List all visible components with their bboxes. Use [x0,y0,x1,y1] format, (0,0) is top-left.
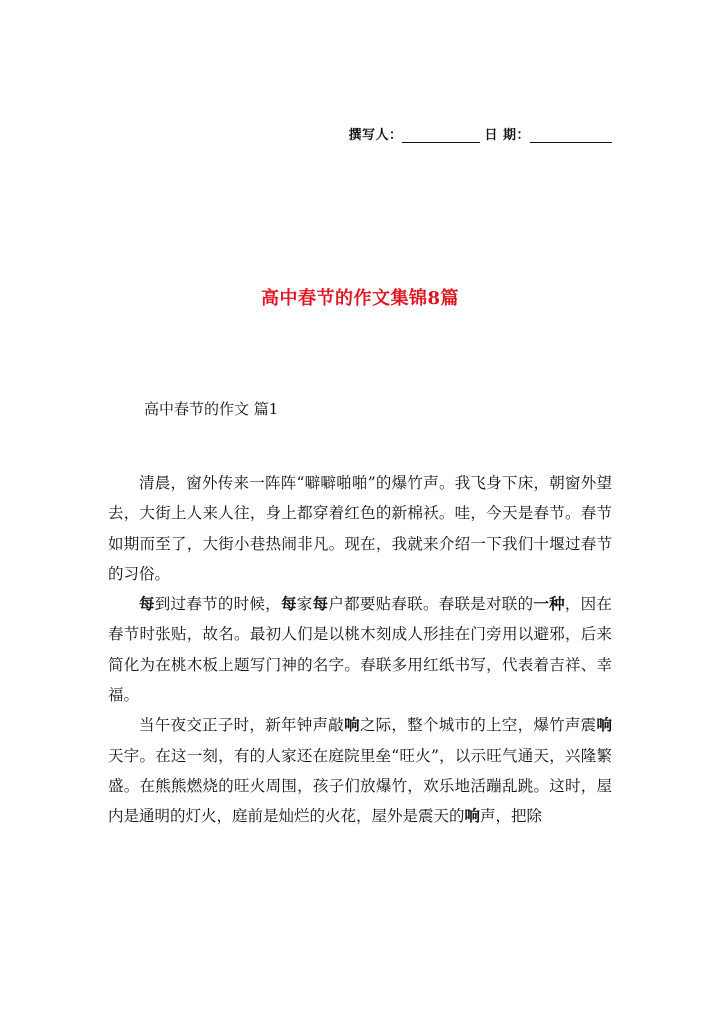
document-meta [348,124,612,143]
author-blank-line [402,128,480,143]
text-run: 声，把除 [480,807,543,826]
date-blank-line [530,128,612,143]
paragraph-3 [108,710,612,831]
paragraph-2 [108,589,612,710]
bold-text: 一种 [533,594,565,614]
bold-text: 响 [464,806,481,826]
bold-text: 每 [280,594,297,614]
text-run: 当午夜交正子时，新年钟声敲 [139,716,345,735]
bold-text: 响 [344,715,360,735]
text-run: ，因在春节时张贴，故名。最初人们是以桃木刻成人形挂在门旁用以避邪，后来简化为在桃木板上题写门神的名字。春联多用红纸书写，代表着吉祥、幸福。 [108,595,612,705]
section-heading: 高中春节的作文 篇1 [144,400,279,418]
date-label: 日 期： [484,128,530,143]
article-body [108,468,612,832]
paragraph-1: 清晨，窗外传来一阵阵“噼噼啪啪”的爆竹声。我飞身下床，朝窗外望去，大街上人来人往，身上都穿着红色的新棉袄。哇，今天是春节。春节如期而至了，大街小巷热闹非凡。现在，我就来介绍一下我们十堰过春节的习俗。 [108,474,612,583]
text-run: 到过春节的时候， [154,595,281,614]
text-run: 天宇。在这一刻，有的人家还在庭院里垒“旺火”，以示旺气通天，兴隆繁盛。在熊熊燃烧的旺火周围，孩子们放爆竹，欢乐地活蹦乱跳。这时，屋内是通明的灯火，庭前是灿烂的火花，屋外是震天的 [108,746,612,826]
bold-text: 每 [139,594,155,614]
bold-text: 每 [312,594,329,614]
document-title: 高中春节的作文集锦8篇 [260,288,460,309]
text-run: 之际，整个城市的上空，爆竹声震 [359,716,597,735]
text-run: 家 [296,595,313,614]
bold-text: 响 [596,715,612,735]
author-label: 撰写人： [348,128,403,143]
text-run: 户都要贴春联。春联是对联的 [328,595,534,614]
